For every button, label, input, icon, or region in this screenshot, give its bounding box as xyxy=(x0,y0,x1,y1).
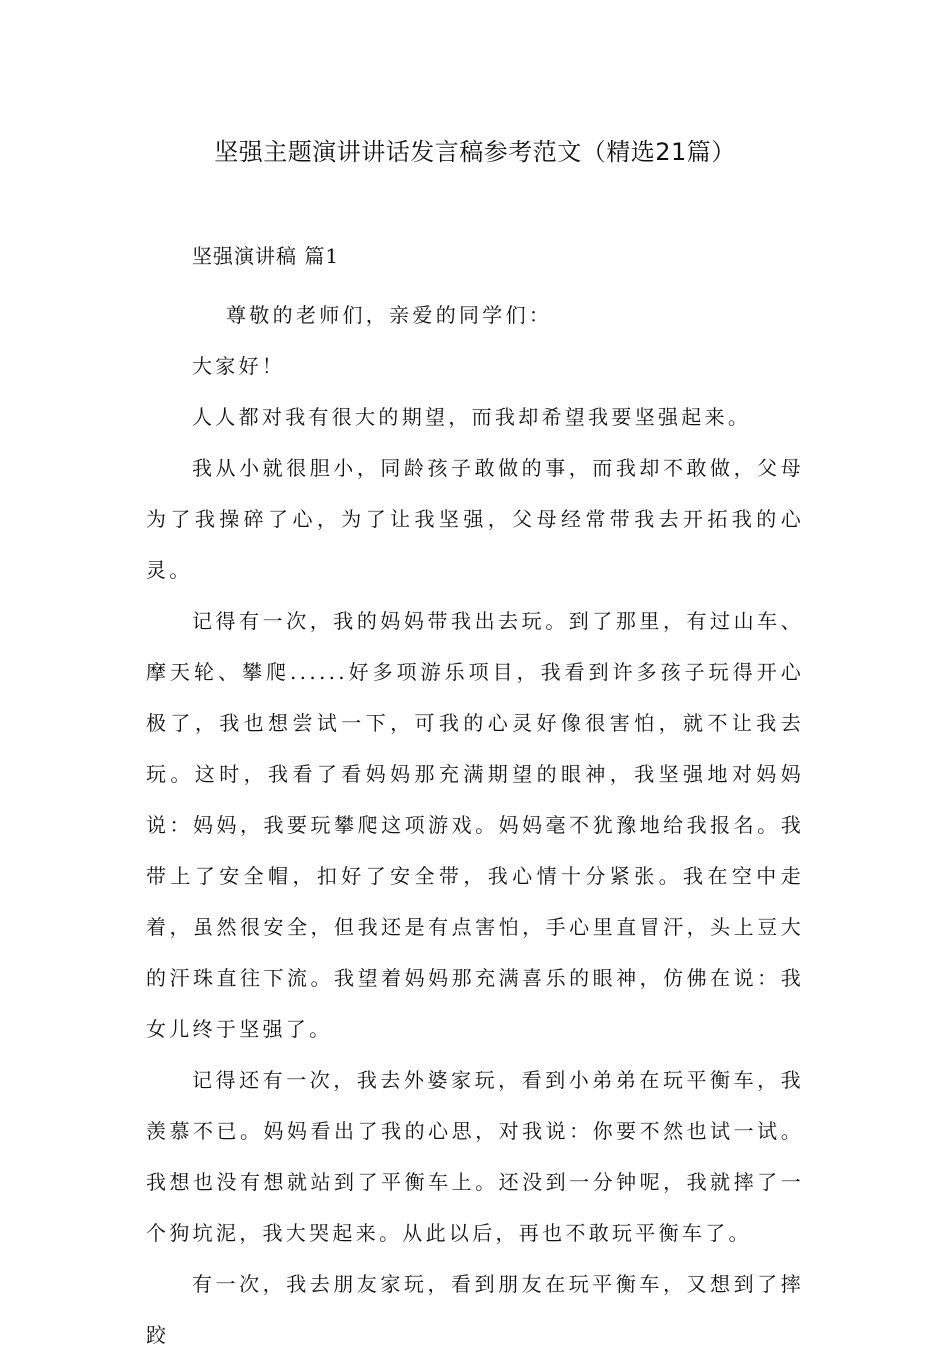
paragraph-salutation: 尊敬的老师们，亲爱的同学们： xyxy=(226,303,553,327)
section-heading: 坚强演讲稿 篇1 xyxy=(192,244,340,268)
paragraph: 记得还有一次，我去外婆家玩，看到小弟弟在玩平衡车，我羡慕不已。妈妈看出了我的心思，对我说：你要不然也试一试。我想也没有想就站到了平衡车上。还没到一分钟呢，我就摔了一个狗坑泥，我大哭起来。从此以后，再也不敢玩平衡车了。 xyxy=(146,1068,804,1245)
document-title: 坚强主题演讲讲话发言稿参考范文（精选21篇） xyxy=(214,138,736,166)
paragraph: 我从小就很胆小，同龄孩子敢做的事，而我却不敢做，父母为了我操碎了心，为了让我坚强，父母经常带我去开拓我的心灵。 xyxy=(146,456,804,582)
document-body xyxy=(146,290,804,1361)
paragraph: 记得有一次，我的妈妈带我出去玩。到了那里，有过山车、摩天轮、攀爬......好多项游乐项目，我看到许多孩子玩得开心极了，我也想尝试一下，可我的心灵好像很害怕，就不让我去玩。这时，我看了看妈妈那充满期望的眼神，我坚强地对妈妈说：妈妈，我要玩攀爬这项游戏。妈妈毫不犹豫地给我报名。我带上了安全帽，扣好了安全带，我心情十分紧张。我在空中走着，虽然很安全，但我还是有点害怕，手心里直冒汗，头上豆大的汗珠直往下流。我望着妈妈那充满喜乐的眼神，仿佛在说：我女儿终于坚强了。 xyxy=(146,609,804,1041)
paragraph: 人人都对我有很大的期望，而我却希望我要坚强起来。 xyxy=(192,405,752,429)
paragraph: 有一次，我去朋友家玩，看到朋友在玩平衡车，又想到了摔跤 xyxy=(146,1272,804,1347)
paragraph-greeting: 大家好！ xyxy=(192,354,286,378)
